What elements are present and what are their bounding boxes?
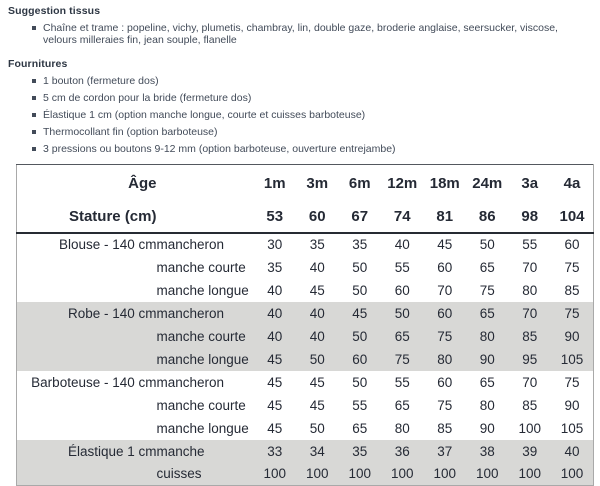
stature-value: 60 [296, 202, 339, 233]
size-value: 35 [309, 237, 325, 252]
group-label: Barboteuse - 140 cm [31, 374, 157, 390]
size-value: 55 [394, 374, 410, 390]
size-value: 85 [522, 397, 538, 413]
size-value: 60 [424, 302, 467, 325]
size-value: 75 [437, 397, 453, 413]
size-value: 75 [551, 302, 594, 325]
option-label: manche courte [156, 397, 246, 413]
option-label: mancheron [157, 302, 254, 325]
stature-value: 74 [381, 202, 424, 233]
size-value: 60 [339, 348, 382, 371]
size-table [16, 164, 594, 486]
size-value: 60 [394, 282, 410, 298]
option-label: manche courte [156, 259, 246, 275]
size-value: 50 [479, 237, 495, 252]
group-label [17, 417, 157, 440]
table-row [17, 348, 594, 371]
size-value: 45 [254, 348, 297, 371]
table-row [17, 325, 594, 348]
size-value: 50 [352, 374, 368, 390]
list-item: Chaîne et trame : popeline, vichy, plumetis, chambray, lin, double gaze, broderie anglaise, seersucker, viscose, velours milleraies fin, jean souple, flanelle [32, 22, 594, 46]
size-value: 75 [564, 374, 580, 390]
size-value: 39 [509, 440, 552, 463]
option-label: manche longue [156, 420, 249, 436]
size-value: 50 [381, 302, 424, 325]
table-row [17, 256, 594, 279]
group-label: Élastique 1 cm [17, 440, 157, 463]
group-label [17, 256, 157, 279]
size-value: 75 [479, 282, 495, 298]
size-value: 50 [352, 259, 368, 275]
size-value: 60 [437, 374, 453, 390]
group-label [17, 325, 157, 348]
size-value: 80 [479, 397, 495, 413]
size-value: 80 [522, 282, 538, 298]
size-value: 38 [466, 440, 509, 463]
section-fournitures [8, 58, 594, 155]
size-value: 40 [296, 302, 339, 325]
size-value: 60 [564, 237, 580, 252]
option-label: manche [157, 440, 254, 463]
option-label: mancheron [156, 374, 225, 390]
size-value: 33 [254, 440, 297, 463]
age-col-header: 4a [563, 174, 581, 192]
suggestion-tissus-list [32, 22, 594, 46]
size-value: 45 [339, 302, 382, 325]
option-label: mancheron [156, 237, 225, 252]
size-value: 40 [309, 259, 325, 275]
size-value: 50 [339, 325, 382, 348]
option-label: cuisses [157, 463, 254, 486]
option-label: manche longue [156, 282, 249, 298]
table-row [17, 302, 594, 325]
table-row [17, 417, 594, 440]
table-row [17, 233, 594, 256]
size-value: 100 [296, 463, 339, 486]
size-value: 40 [267, 282, 283, 298]
size-value: 40 [254, 325, 297, 348]
list-item: Thermocollant fin (option barboteuse) [32, 126, 594, 138]
table-row [17, 279, 594, 302]
stature-value: 67 [339, 202, 382, 233]
size-value: 60 [437, 259, 453, 275]
size-value: 34 [296, 440, 339, 463]
size-value: 90 [564, 397, 580, 413]
size-value: 37 [424, 440, 467, 463]
size-value: 35 [352, 237, 368, 252]
table-row [17, 371, 594, 394]
size-value: 90 [551, 325, 594, 348]
stature-label: Stature (cm) [17, 202, 157, 233]
size-value: 35 [339, 440, 382, 463]
size-value: 80 [466, 325, 509, 348]
size-value: 65 [466, 302, 509, 325]
age-col-header: 3a [521, 174, 539, 192]
size-value: 90 [466, 348, 509, 371]
list-item: 3 pressions ou boutons 9-12 mm (option barboteuse, ouverture entrejambe) [32, 143, 594, 155]
size-value: 70 [437, 282, 453, 298]
group-label: Blouse - 140 cm [58, 237, 157, 252]
size-value: 55 [522, 237, 538, 252]
size-value: 55 [394, 259, 410, 275]
size-value: 100 [466, 463, 509, 486]
table-row [17, 440, 594, 463]
size-value: 100 [381, 463, 424, 486]
age-label: Âge [128, 174, 157, 192]
size-value: 30 [267, 237, 283, 252]
size-value: 50 [352, 282, 368, 298]
size-value: 36 [381, 440, 424, 463]
size-table-body [17, 233, 594, 486]
age-col-header: 24m [472, 174, 503, 192]
size-value: 70 [522, 259, 538, 275]
age-col-header: 12m [387, 174, 418, 192]
list-item: 1 bouton (fermeture dos) [32, 75, 594, 87]
size-value: 70 [522, 374, 538, 390]
fournitures-list [32, 75, 594, 155]
age-header-row [17, 165, 594, 202]
fournitures-heading: Fournitures [8, 58, 68, 70]
size-value: 65 [394, 397, 410, 413]
stature-value: 86 [466, 202, 509, 233]
size-value: 105 [551, 348, 594, 371]
group-label [17, 279, 157, 302]
size-value: 45 [309, 374, 325, 390]
size-value: 45 [267, 374, 283, 390]
size-value: 75 [564, 259, 580, 275]
size-value: 100 [518, 420, 542, 436]
size-value: 50 [296, 348, 339, 371]
size-value: 45 [267, 397, 283, 413]
size-value: 85 [564, 282, 580, 298]
stature-value: 53 [254, 202, 297, 233]
age-col-header: 6m [348, 174, 371, 192]
size-value: 65 [479, 259, 495, 275]
size-value: 40 [551, 440, 594, 463]
size-value: 75 [424, 325, 467, 348]
size-value: 40 [296, 325, 339, 348]
age-col-header: 3m [306, 174, 329, 192]
suggestion-tissus-heading: Suggestion tissus [8, 5, 101, 17]
list-item: 5 cm de cordon pour la bride (fermeture dos) [32, 92, 594, 104]
size-value: 45 [309, 282, 325, 298]
option-label: manche courte [157, 325, 254, 348]
size-value: 40 [394, 237, 410, 252]
table-row [17, 463, 594, 486]
list-item: Élastique 1 cm (option manche longue, courte et cuisses barboteuse) [32, 109, 594, 121]
size-value: 45 [309, 397, 325, 413]
stature-value: 98 [509, 202, 552, 233]
stature-header-row [17, 202, 594, 233]
size-value: 45 [267, 420, 283, 436]
size-value: 80 [394, 420, 410, 436]
age-col-header: 1m [263, 174, 286, 192]
size-value: 65 [352, 420, 368, 436]
size-value: 65 [381, 325, 424, 348]
size-value: 100 [339, 463, 382, 486]
empty-cell [157, 165, 254, 202]
size-value: 65 [479, 374, 495, 390]
group-label [17, 394, 157, 417]
stature-value: 104 [551, 202, 594, 233]
section-suggestion-tissus [8, 5, 594, 46]
size-value: 85 [509, 325, 552, 348]
size-value: 35 [267, 259, 283, 275]
size-value: 75 [381, 348, 424, 371]
size-value: 105 [560, 420, 584, 436]
size-value: 45 [437, 237, 453, 252]
size-value: 95 [509, 348, 552, 371]
size-value: 100 [254, 463, 297, 486]
size-value: 55 [352, 397, 368, 413]
age-col-header: 18m [429, 174, 460, 192]
size-value: 70 [509, 302, 552, 325]
stature-value: 81 [424, 202, 467, 233]
intro-block [0, 0, 600, 155]
option-label: manche longue [157, 348, 254, 371]
size-value: 90 [479, 420, 495, 436]
group-label [17, 348, 157, 371]
size-value: 80 [424, 348, 467, 371]
size-value: 100 [424, 463, 467, 486]
size-value: 100 [551, 463, 594, 486]
group-label [17, 463, 157, 486]
size-value: 50 [309, 420, 325, 436]
size-value: 100 [509, 463, 552, 486]
size-value: 85 [437, 420, 453, 436]
group-label: Robe - 140 cm [17, 302, 157, 325]
table-row [17, 394, 594, 417]
empty-cell [157, 202, 254, 233]
size-value: 40 [254, 302, 297, 325]
